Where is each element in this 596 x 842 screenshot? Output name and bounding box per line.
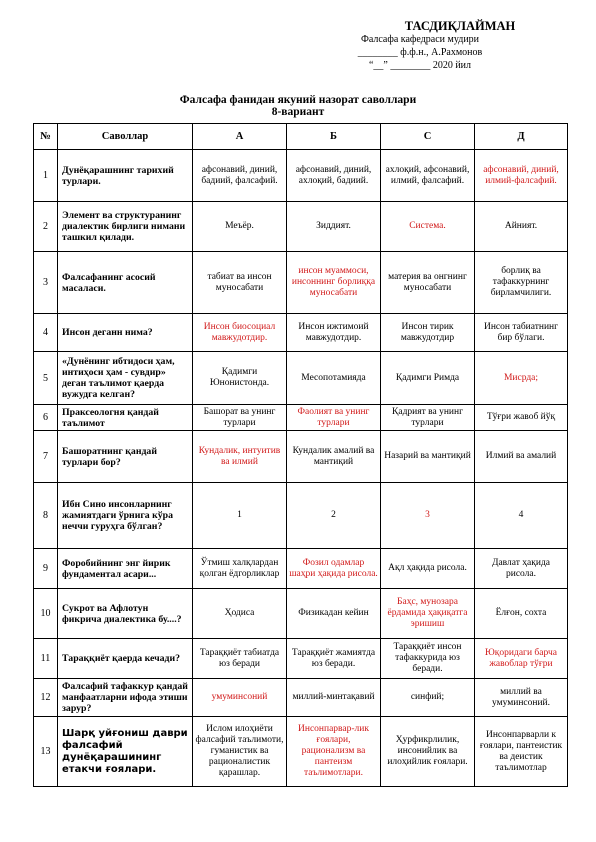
- option-a: Қадимги Юнонистонда.: [193, 352, 287, 405]
- question-number: 13: [34, 717, 58, 787]
- option-a: афсонавий, диний, бадиий, фалсафий.: [193, 150, 287, 202]
- header-option-d: Д: [475, 124, 568, 150]
- title-line-1: Фалсафа фанидан якуний назорат саволлари: [179, 94, 417, 106]
- option-c: Қадимги Римда: [381, 352, 475, 405]
- option-a: табиат ва инсон муносабати: [193, 252, 287, 314]
- question-text: Форобийнинг энг йирик фундаментал асари...: [58, 549, 193, 589]
- option-a: Ҳодиса: [193, 589, 287, 639]
- option-a: 1: [193, 483, 287, 549]
- option-b: афсонавий, диний, ахлоқий, бадиий.: [287, 150, 381, 202]
- question-text: Шарқ уйғониш даври фалсафий дунёқарашининг етакчи ғоялари.: [58, 717, 193, 787]
- question-number: 5: [34, 352, 58, 405]
- option-c: Баҳс, мунозара ёрдамида ҳақиқатга эришиш: [381, 589, 475, 639]
- option-d: Ёлғон, сохта: [475, 589, 568, 639]
- question-number: 6: [34, 405, 58, 431]
- question-text: «Дунёнинг ибтидоси ҳам, интиҳоси ҳам - сувдир» деган таълимот қаерда вужудга келган?: [58, 352, 193, 405]
- option-b: Инсонпарвар-лик ғоялари, рационализм ва пантеизм таълимотлари.: [287, 717, 381, 787]
- option-a: Тараққиёт табиатда юз беради: [193, 639, 287, 679]
- option-c: синфий;: [381, 679, 475, 717]
- option-b: Физикадан кейин: [287, 589, 381, 639]
- option-d: Илмий ва амалий: [475, 431, 568, 483]
- question-text: Праксеологня қандай таълимот: [58, 405, 193, 431]
- option-a: Меъёр.: [193, 202, 287, 252]
- table-header-row: [34, 124, 568, 150]
- option-d: Инсонпарварли к ғоялари, пантеистик ва деистик таълимотлар: [475, 717, 568, 787]
- option-b: Зиддият.: [287, 202, 381, 252]
- table-row: [34, 717, 568, 787]
- question-text: Дунёқарашнинг тарихий турлари.: [58, 150, 193, 202]
- option-b: Кундалик амалий ва мантиқий: [287, 431, 381, 483]
- question-number: 3: [34, 252, 58, 314]
- header-question: Саволлар: [58, 124, 193, 150]
- option-b: Тараққиёт жамиятда юз беради.: [287, 639, 381, 679]
- table-row: [34, 314, 568, 352]
- option-d: Юқоридаги барча жавоблар тўғри: [475, 639, 568, 679]
- approval-signature: ________ ф.ф.н., А.Рахмонов: [357, 47, 483, 58]
- option-a: Ўтмиш халқлардан қолган ёдгорликлар: [193, 549, 287, 589]
- option-d: Инсон табиатнинг бир бўлаги.: [475, 314, 568, 352]
- option-b: 2: [287, 483, 381, 549]
- option-c: ахлоқий, афсонавий, илмий, фалсафий.: [381, 150, 475, 202]
- option-c: Инсон тирик мавжудотдир: [381, 314, 475, 352]
- option-d: афсонавий, диний, илмий-фалсафий.: [475, 150, 568, 202]
- question-text: Башоратнинг қандай турлари бор?: [58, 431, 193, 483]
- option-b: миллий-минтақавий: [287, 679, 381, 717]
- option-d: Мисрда;: [475, 352, 568, 405]
- question-number: 12: [34, 679, 58, 717]
- question-text: Фалсафий тафаккур қандай манфаатларни ифода этиши зарур?: [58, 679, 193, 717]
- option-b: Инсон ижтимоий мавжудотдир.: [287, 314, 381, 352]
- option-a: Ислом илоҳиёти фалсафий таълимоти, гуманистик ва рационалистик қарашлар.: [193, 717, 287, 787]
- option-b: Фаолият ва унинг турлари: [287, 405, 381, 431]
- option-a: Башорат ва унинг турлари: [193, 405, 287, 431]
- question-number: 4: [34, 314, 58, 352]
- question-number: 1: [34, 150, 58, 202]
- option-c: Тараққиёт инсон тафаккурида юз беради.: [381, 639, 475, 679]
- approval-heading: ТАСДИҚЛАЙМАН: [404, 19, 516, 33]
- option-c: Қадрият ва унинг турлари: [381, 405, 475, 431]
- table-row: [34, 405, 568, 431]
- option-c: материя ва онгнинг муносабати: [381, 252, 475, 314]
- question-text: Ибн Сино инсонларнинг жамиятдаги ўрнига кўра неччи гуруҳга бўлган?: [58, 483, 193, 549]
- question-number: 10: [34, 589, 58, 639]
- table-row: [34, 202, 568, 252]
- table-row: [34, 483, 568, 549]
- option-c: Система.: [381, 202, 475, 252]
- option-b: Фозил одамлар шаҳри ҳақида рисола.: [287, 549, 381, 589]
- table-row: [34, 679, 568, 717]
- option-d: миллий ва умуминсоний.: [475, 679, 568, 717]
- question-number: 9: [34, 549, 58, 589]
- header-number: №: [34, 124, 58, 150]
- option-a: умуминсоний: [193, 679, 287, 717]
- option-d: 4: [475, 483, 568, 549]
- question-number: 8: [34, 483, 58, 549]
- table-row: [34, 549, 568, 589]
- question-text: Тараққиёт қаерда кечади?: [58, 639, 193, 679]
- question-number: 11: [34, 639, 58, 679]
- approval-position: Фалсафа кафедраси мудири: [360, 34, 480, 45]
- option-d: борлиқ ва тафаккурнинг бирламчилиги.: [475, 252, 568, 314]
- question-number: 7: [34, 431, 58, 483]
- table-row: [34, 252, 568, 314]
- option-c: Ақл ҳақида рисола.: [381, 549, 475, 589]
- option-c: 3: [381, 483, 475, 549]
- question-text: Элемент ва структуранинг диалектик бирлиги нимани ташкил қилади.: [58, 202, 193, 252]
- option-d: Давлат ҳақида рисола.: [475, 549, 568, 589]
- option-a: Кундалик, интуитив ва илмий: [193, 431, 287, 483]
- variant-label: 8-вариант: [271, 106, 325, 118]
- table-row: [34, 639, 568, 679]
- option-d: Тўғри жавоб йўқ: [475, 405, 568, 431]
- question-number: 2: [34, 202, 58, 252]
- header-option-a: А: [193, 124, 287, 150]
- table-row: [34, 431, 568, 483]
- option-b: Месопотамияда: [287, 352, 381, 405]
- question-text: Инсон деганн нима?: [58, 314, 193, 352]
- header-option-c: С: [381, 124, 475, 150]
- approval-block: [300, 20, 540, 72]
- table-row: [34, 352, 568, 405]
- question-text: Сукрот ва Афлотун фикрича диалектика бу....?: [58, 589, 193, 639]
- table-row: [34, 150, 568, 202]
- option-c: Ҳурфикрлилик, инсонийлик ва илоҳийлик ғоялари.: [381, 717, 475, 787]
- question-text: Фалсафанинг асосий масаласи.: [58, 252, 193, 314]
- option-c: Назарий ва мантиқий: [381, 431, 475, 483]
- option-a: Инсон биосоциал мавжудотдир.: [193, 314, 287, 352]
- table-row: [34, 589, 568, 639]
- header-option-b: Б: [287, 124, 381, 150]
- option-b: инсон муаммоси, инсоннинг борлиққа муносабати: [287, 252, 381, 314]
- approval-date: “__” ________ 2020 йил: [368, 60, 472, 71]
- document-title: [0, 94, 596, 118]
- option-d: Айният.: [475, 202, 568, 252]
- questions-table: [33, 123, 568, 787]
